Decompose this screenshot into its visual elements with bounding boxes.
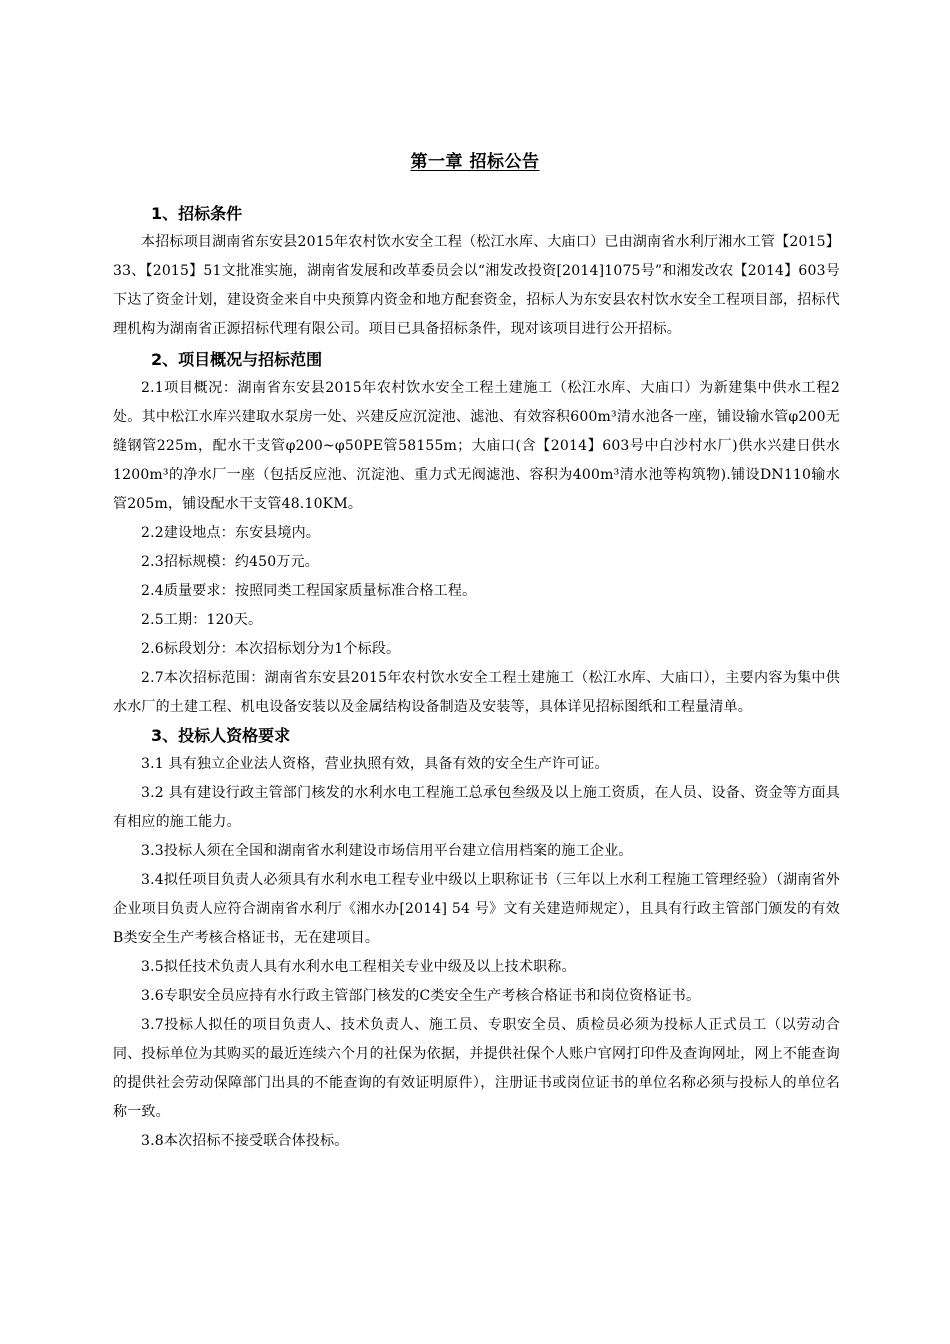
- paragraph: 本招标项目湖南省东安县2015年农村饮水安全工程（松江水库、大庙口）已由湖南省水利厅湘水工管【2015】33、【2015】51文批准实施，湖南省发展和改革委员会以“湘发改投资[2014]1075号”和湘发改农【2014】603号下达了资金计划，建设资金来自中央预算内资金和地方配套资金，招标人为东安县农村饮水安全工程项目部，招标代理机构为湖南省正源招标代理有限公司。项目已具备招标条件，现对该项目进行公开招标。: [113, 234, 840, 337]
- paragraph: 3.4拟任项目负责人必须具有水利水电工程专业中级以上职称证书（三年以上水利工程施工管理经验）（湖南省外企业项目负责人应符合湖南省水利厅《湘水办[2014] 54 号》文有关建造师规定），且具有行政主管部门颁发的有效B类安全生产考核合格证书，无在建项目。: [113, 872, 840, 946]
- paragraph: 3.3投标人须在全国和湖南省水利建设市场信用平台建立信用档案的施工企业。: [141, 843, 633, 859]
- paragraph: 3.5拟任技术负责人具有水利水电工程相关专业中级及以上技术职称。: [141, 959, 576, 975]
- paragraph: 2.2建设地点：东安县境内。: [141, 525, 321, 541]
- paragraph: 3.8本次招标不接受联合体投标。: [141, 1133, 349, 1149]
- chapter-title: [0, 147, 950, 172]
- paragraph: 3.2 具有建设行政主管部门核发的水利水电工程施工总承包叁级及以上施工资质，在人员、设备、资金等方面具有相应的施工能力。: [113, 785, 840, 830]
- chapter-title-text: 第一章 招标公告: [410, 152, 540, 172]
- paragraph: 2.3招标规模：约450万元。: [141, 554, 319, 570]
- paragraph: 2.1项目概况：湖南省东安县2015年农村饮水安全工程土建施工（松江水库、大庙口）为新建集中供水工程2处。其中松江水库兴建取水泵房一处、兴建反应沉淀池、滤池、有效容积600m³清水池各一座，铺设输水管φ200无缝钢管225m，配水干支管φ200~φ50PE管58155m；大庙口(含【2014】603号中白沙村水厂)供水兴建日供水1200m³的净水厂一座（包括反应池、沉淀池、重力式无阀滤池、容积为400m³清水池等构筑物).铺设DN110输水管205m，铺设配水干支管48.10KM。: [113, 380, 840, 512]
- paragraph: 2.6标段划分：本次招标划分为1个标段。: [141, 641, 401, 657]
- section-heading: 1、招标条件: [151, 204, 243, 223]
- section-project-overview: [113, 346, 840, 722]
- section-heading: 2、项目概况与招标范围: [151, 350, 323, 369]
- paragraph: 3.6专职安全员应持有水行政主管部门核发的C类安全生产考核合格证书和岗位资格证书。: [141, 988, 701, 1004]
- section-bidder-qualifications: [113, 722, 840, 1156]
- paragraph: 3.7投标人拟任的项目负责人、技术负责人、施工员、专职安全员、质检员必须为投标人正式员工（以劳动合同、投标单位为其购买的最近连续六个月的社保为依据，并提供社保个人账户官网打印件及查询网址，网上不能查询的提供社会劳动保障部门出具的不能查询的有效证明原件），注册证书或岗位证书的单位名称必须与投标人的单位名称一致。: [113, 1017, 840, 1120]
- section-heading: 3、投标人资格要求: [151, 726, 291, 745]
- paragraph: 3.1 具有独立企业法人资格，营业执照有效，具备有效的安全生产许可证。: [141, 756, 609, 772]
- paragraph: 2.5工期：120天。: [141, 612, 263, 628]
- paragraph: 2.4质量要求：按照同类工程国家质量标准合格工程。: [141, 583, 477, 599]
- paragraph: 2.7本次招标范围：湖南省东安县2015年农村饮水安全工程土建施工（松江水库、大庙口），主要内容为集中供水水厂的土建工程、机电设备安装以及金属结构设备制造及安装等，具体详见招标图纸和工程量清单。: [113, 670, 840, 715]
- section-bidding-conditions: [113, 200, 840, 344]
- document-body: [113, 200, 840, 1156]
